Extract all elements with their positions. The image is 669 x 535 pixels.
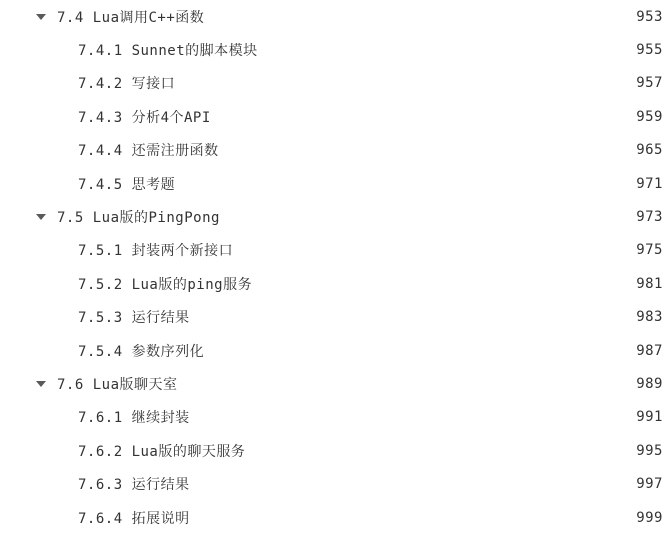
toc-row[interactable] — [0, 267, 669, 300]
toc-item-label: 7.5.1 封装两个新接口 — [78, 243, 234, 260]
toc-row[interactable] — [0, 301, 669, 334]
toc-row[interactable] — [0, 334, 669, 367]
toc-item-page: 989 — [636, 375, 663, 392]
collapse-triangle-icon[interactable] — [36, 381, 46, 387]
toc-item-label: 7.4.1 Sunnet的脚本模块 — [78, 43, 258, 60]
toc-row[interactable] — [0, 0, 669, 33]
toc-item-page: 959 — [636, 108, 663, 125]
toc-item-label: 7.5.2 Lua版的ping服务 — [78, 276, 253, 293]
toc-item-label: 7.5.4 参数序列化 — [78, 343, 205, 360]
toc-row[interactable] — [0, 367, 669, 400]
toc-item-page: 953 — [636, 8, 663, 25]
toc-item-page: 995 — [636, 442, 663, 459]
toc-item-page: 981 — [636, 275, 663, 292]
toc-row[interactable] — [0, 434, 669, 467]
toc-item-label: 7.6.3 运行结果 — [78, 477, 190, 494]
toc-item-page: 991 — [636, 409, 663, 426]
collapse-triangle-icon[interactable] — [36, 214, 46, 220]
toc-item-page: 973 — [636, 209, 663, 226]
toc-item-page: 971 — [636, 175, 663, 192]
toc-item-label: 7.4.4 还需注册函数 — [78, 143, 219, 160]
toc-item-label: 7.4.3 分析4个API — [78, 109, 211, 126]
toc-item-label: 7.6.2 Lua版的聊天服务 — [78, 443, 246, 460]
toc-item-page: 999 — [636, 509, 663, 526]
toc-item-label: 7.4 Lua调用C++函数 — [57, 9, 205, 26]
toc-item-label: 7.5 Lua版的PingPong — [57, 210, 220, 227]
toc-item-label: 7.4.2 写接口 — [78, 76, 176, 93]
toc-row[interactable] — [0, 167, 669, 200]
toc-item-label: 7.4.5 思考题 — [78, 176, 176, 193]
toc-item-label: 7.6.4 拓展说明 — [78, 510, 190, 527]
toc-row[interactable] — [0, 67, 669, 100]
toc-row[interactable] — [0, 134, 669, 167]
toc-row[interactable] — [0, 401, 669, 434]
toc-item-page: 957 — [636, 75, 663, 92]
collapse-triangle-icon[interactable] — [36, 14, 46, 20]
toc-item-page: 965 — [636, 142, 663, 159]
toc-item-page: 987 — [636, 342, 663, 359]
toc-item-label: 7.6 Lua版聊天室 — [57, 376, 178, 393]
toc-item-page: 975 — [636, 242, 663, 259]
toc-item-page: 983 — [636, 309, 663, 326]
toc-item-label: 7.6.1 继续封装 — [78, 410, 190, 427]
toc-item-page: 997 — [636, 476, 663, 493]
toc-item-label: 7.5.3 运行结果 — [78, 310, 190, 327]
toc-item-page: 955 — [636, 42, 663, 59]
toc-row[interactable] — [0, 467, 669, 500]
toc-row[interactable] — [0, 33, 669, 66]
toc-row[interactable] — [0, 200, 669, 233]
toc-row[interactable] — [0, 234, 669, 267]
toc-row[interactable] — [0, 501, 669, 534]
toc-row[interactable] — [0, 100, 669, 133]
